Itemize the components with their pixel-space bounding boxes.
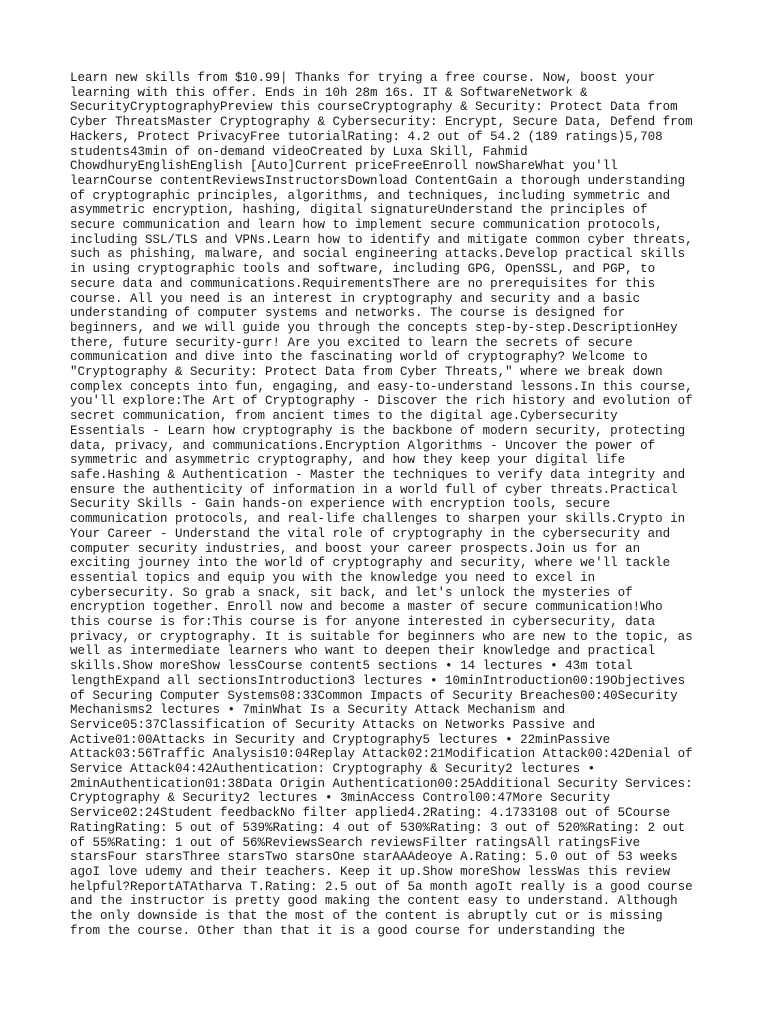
document-page [70,71,706,938]
document-body-text: Learn new skills from $10.99| Thanks for trying a free course. Now, boost your learning with this offer. Ends in 10h 28m 16s. IT & SoftwareNetwork & SecurityCryptographyPreview this courseCryptography & Security: Protect Data from Cyber ThreatsMaster Cryptography & Cybersecurity: Encrypt, Secure Data, Defend from Hackers, Protect PrivacyFree tutorialRating: 4.2 out of 54.2 (189 ratings)5,708 students43min of on-demand videoCreated by Luxa Skill, Fahmid ChowdhuryEnglishEnglish [Auto]Current priceFreeEnroll nowShareWhat you'll learnCourse contentReviewsInstructorsDownload ContentGain a thorough understanding of cryptographic principles, algorithms, and techniques, including symmetric and asymmetric encryption, hashing, digital signatureUnderstand the principles of secure communication and learn how to implement secure communication protocols, including SSL/TLS and VPNs.Learn how to identify and mitigate common cyber threats, such as phishing, malware, and social engineering attacks.Develop practical skills in using cryptographic tools and software, including GPG, OpenSSL, and PGP, to secure data and communications.RequirementsThere are no prerequisites for this course. All you need is an interest in cryptography and security and a basic understanding of computer systems and networks. The course is designed for beginners, and we will guide you through the concepts step-by-step.DescriptionHey there, future security-gurr! Are you excited to learn the secrets of secure communication and dive into the fascinating world of cryptography? Welcome to "Cryptography & Security: Protect Data from Cyber Threats," where we break down complex concepts into fun, engaging, and easy-to-understand lessons.In this course, you'll explore:The Art of Cryptography - Discover the rich history and evolution of secret communication, from ancient times to the digital age.Cybersecurity Essentials - Learn how cryptography is the backbone of modern security, protecting data, privacy, and communications.Encryption Algorithms - Uncover the power of symmetric and asymmetric cryptography, and how they keep your digital life safe.Hashing & Authentication - Master the techniques to verify data integrity and ensure the authenticity of information in a world full of cyber threats.Practical Security Skills - Gain hands-on experience with encryption tools, secure communication protocols, and real-life challenges to sharpen your skills.Crypto in Your Career - Understand the vital role of cryptography in the cybersecurity and computer security industries, and boost your career prospects.Join us for an exciting journey into the world of cryptography and security, where we'll tackle essential topics and equip you with the knowledge you need to excel in cybersecurity. So grab a snack, sit back, and let's unlock the mysteries of encryption together. Enroll now and become a master of secure communication!Who this course is for:This course is for anyone interested in cybersecurity, data privacy, or cryptography. It is suitable for beginners who are new to the topic, as well as intermediate learners who want to deepen their knowledge and practical skills.Show moreShow lessCourse content5 sections • 14 lectures • 43m total lengthExpand all sectionsIntroduction3 lectures • 10minIntroduction00:19Objectives of Securing Computer Systems08:33Common Impacts of Security Breaches00:40Security Mechanisms2 lectures • 7minWhat Is a Security Attack Mechanism and Service05:37Classification of Security Attacks on Networks Passive and Active01:00Attacks in Security and Cryptography5 lectures • 22minPassive Attack03:56Traffic Analysis10:04Replay Attack02:21Modification Attack00:42Denial of Service Attack04:42Authentication: Cryptography & Security2 lectures • 2minAuthentication01:38Data Origin Authentication00:25Additional Security Services: Cryptography & Security2 lectures • 3minAccess Control00:47More Security Service02:24Student feedbackNo filter applied4.2Rating: 4.1733108 out of 5Course RatingRating: 5 out of 539%Rating: 4 out of 530%Rating: 3 out of 520%Rating: 2 out of 55%Rating: 1 out of 56%ReviewsSearch reviewsFilter ratingsAll ratingsFive starsFour starsThree starsTwo starsOne starAAAdeoye A.Rating: 5.0 out of 53 weeks agoI love udemy and their teachers. Keep it up.Show moreShow lessWas this review helpful?ReportATAtharva T.Rating: 2.5 out of 5a month agoIt really is a good course and the instructor is pretty good making the content easy to understand. Although the only downside is that the most of the content is abruptly cut or is missing from the course. Other than that it is a good course for understanding the [70,71,693,938]
